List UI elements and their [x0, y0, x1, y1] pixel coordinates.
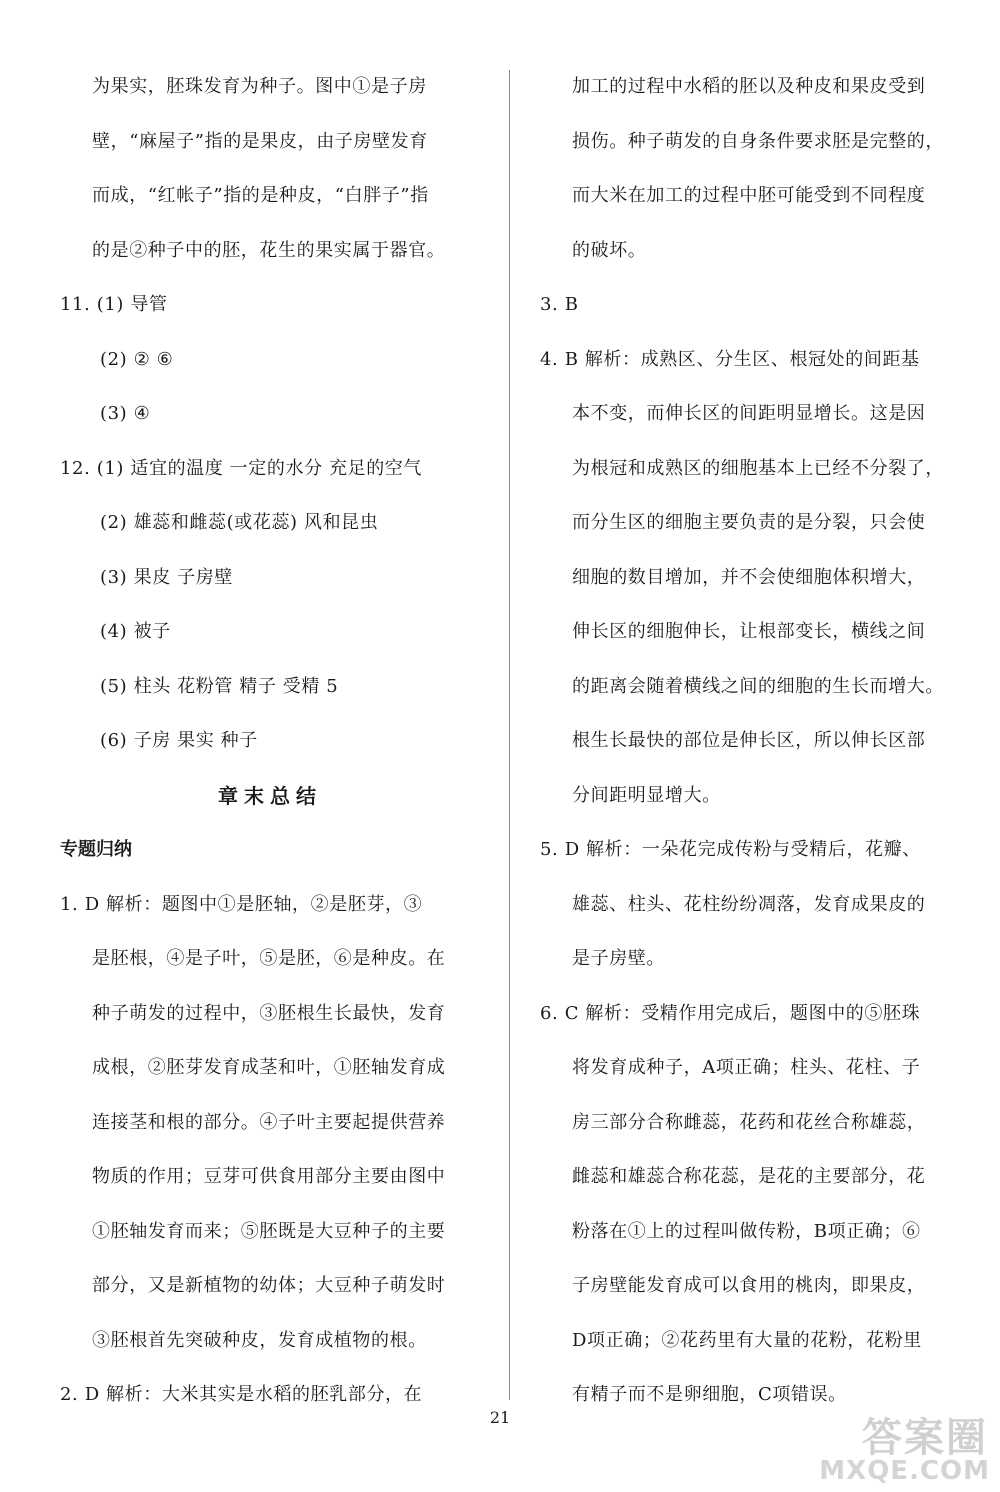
text-line: 是子房壁。 — [572, 948, 665, 969]
text-line: 部分，又是新植物的幼体；大豆种子萌发时 — [92, 1275, 446, 1296]
text-line: 种子萌发的过程中，③胚根生长最快，发育 — [92, 1002, 446, 1024]
section-title: 章末总结 — [218, 783, 322, 808]
text-line: 而分生区的细胞主要负责的是分裂，只会使 — [572, 512, 926, 533]
text-line: 本不变，而伸长区的间距明显增长。这是因 — [572, 403, 926, 424]
text-line: 房三部分合称雌蕊，花药和花丝合称雄蕊， — [572, 1111, 926, 1133]
text-line: 的距离会随着横线之间的细胞的生长而增大。 — [572, 675, 944, 697]
watermark-url: MXQE.COM — [819, 1456, 990, 1486]
text-line: ③胚根首先突破种皮，发育成植物的根。 — [92, 1329, 427, 1351]
answer-1: 1. D 解析：题图中①是胚轴，②是胚芽，③ — [60, 893, 423, 915]
text-line: 的是②种子中的胚，花生的果实属于器官。 — [92, 239, 446, 261]
subsection-heading: 专题归纳 — [60, 839, 132, 860]
right-column — [540, 60, 950, 1423]
text-line: 是胚根，④是子叶，⑤是胚，⑥是种皮。在 — [92, 948, 446, 969]
text-line: 分间距明显增大。 — [572, 784, 721, 806]
watermark-text: 答案圈 — [862, 1415, 988, 1461]
column-divider — [509, 70, 510, 1400]
question-12-part-1: 12. (1) 适宜的温度 一定的水分 充足的空气 — [60, 457, 423, 479]
left-column — [60, 60, 480, 1423]
text-line: 细胞的数目增加，并不会使细胞体积增大， — [572, 566, 926, 588]
answer-5: 5. D 解析：一朵花完成传粉与受精后，花瓣、 — [540, 839, 921, 860]
page-number: 21 — [489, 1408, 511, 1427]
text-line: D项正确；②花药里有大量的花粉，花粉里 — [572, 1329, 922, 1351]
text-line: 而成，“红帐子”指的是种皮，“白胖子”指 — [92, 185, 429, 206]
text-line: 而大米在加工的过程中胚可能受到不同程度 — [572, 185, 926, 206]
text-line: 雌蕊和雄蕊合称花蕊，是花的主要部分，花 — [572, 1166, 926, 1187]
text-line: 子房壁能发育成可以食用的桃肉，即果皮， — [572, 1275, 926, 1296]
text-line: 壁，“麻屋子”指的是果皮，由子房壁发育 — [92, 130, 428, 152]
answer-2: 2. D 解析：大米其实是水稻的胚乳部分，在 — [60, 1384, 423, 1405]
question-12-part-4: (4) 被子 — [100, 621, 171, 642]
text-line: 的破坏。 — [572, 239, 647, 261]
answer-4: 4. B 解析：成熟区、分生区、根冠处的间距基 — [540, 348, 920, 370]
text-line: 成根，②胚芽发育成茎和叶，①胚轴发育成 — [92, 1057, 446, 1078]
text-line: 粉落在①上的过程叫做传粉，B项正确；⑥ — [572, 1220, 921, 1242]
text-line: 连接茎和根的部分。④子叶主要起提供营养 — [92, 1111, 446, 1133]
text-line: 伸长区的细胞伸长，让根部变长，横线之间 — [572, 621, 926, 642]
question-12-part-3: (3) 果皮 子房壁 — [100, 566, 233, 588]
text-line: 加工的过程中水稻的胚以及种皮和果皮受到 — [572, 76, 926, 97]
question-12-part-2: (2) 雄蕊和雌蕊(或花蕊) 风和昆虫 — [100, 512, 379, 533]
text-line: 雄蕊、柱头、花柱纷纷凋落，发育成果皮的 — [572, 893, 926, 915]
text-line: 物质的作用；豆芽可供食用部分主要由图中 — [92, 1166, 446, 1187]
answer-6: 6. C 解析：受精作用完成后，题图中的⑤胚珠 — [540, 1002, 921, 1024]
text-line: 为果实，胚珠发育为种子。图中①是子房 — [92, 76, 427, 97]
text-line: 有精子而不是卵细胞，C项错误。 — [572, 1384, 847, 1405]
question-11-part-2: (2) ② ⑥ — [100, 348, 174, 370]
answer-3: 3. B — [540, 294, 579, 315]
question-11-part-1: 11. (1) 导管 — [60, 294, 168, 315]
text-line: 为根冠和成熟区的细胞基本上已经不分裂了， — [572, 457, 944, 479]
text-line: 将发育成种子，A项正确；柱头、花柱、子 — [572, 1057, 921, 1078]
text-line: ①胚轴发育而来；⑤胚既是大豆种子的主要 — [92, 1220, 446, 1242]
watermark-logo — [810, 1406, 990, 1486]
text-line: 损伤。种子萌发的自身条件要求胚是完整的， — [572, 130, 944, 152]
question-12-part-5: (5) 柱头 花粉管 精子 受精 5 — [100, 675, 339, 697]
question-12-part-6: (6) 子房 果实 种子 — [100, 730, 258, 751]
text-line: 根生长最快的部位是伸长区，所以伸长区部 — [572, 730, 926, 751]
question-11-part-3: (3) ④ — [100, 403, 151, 424]
